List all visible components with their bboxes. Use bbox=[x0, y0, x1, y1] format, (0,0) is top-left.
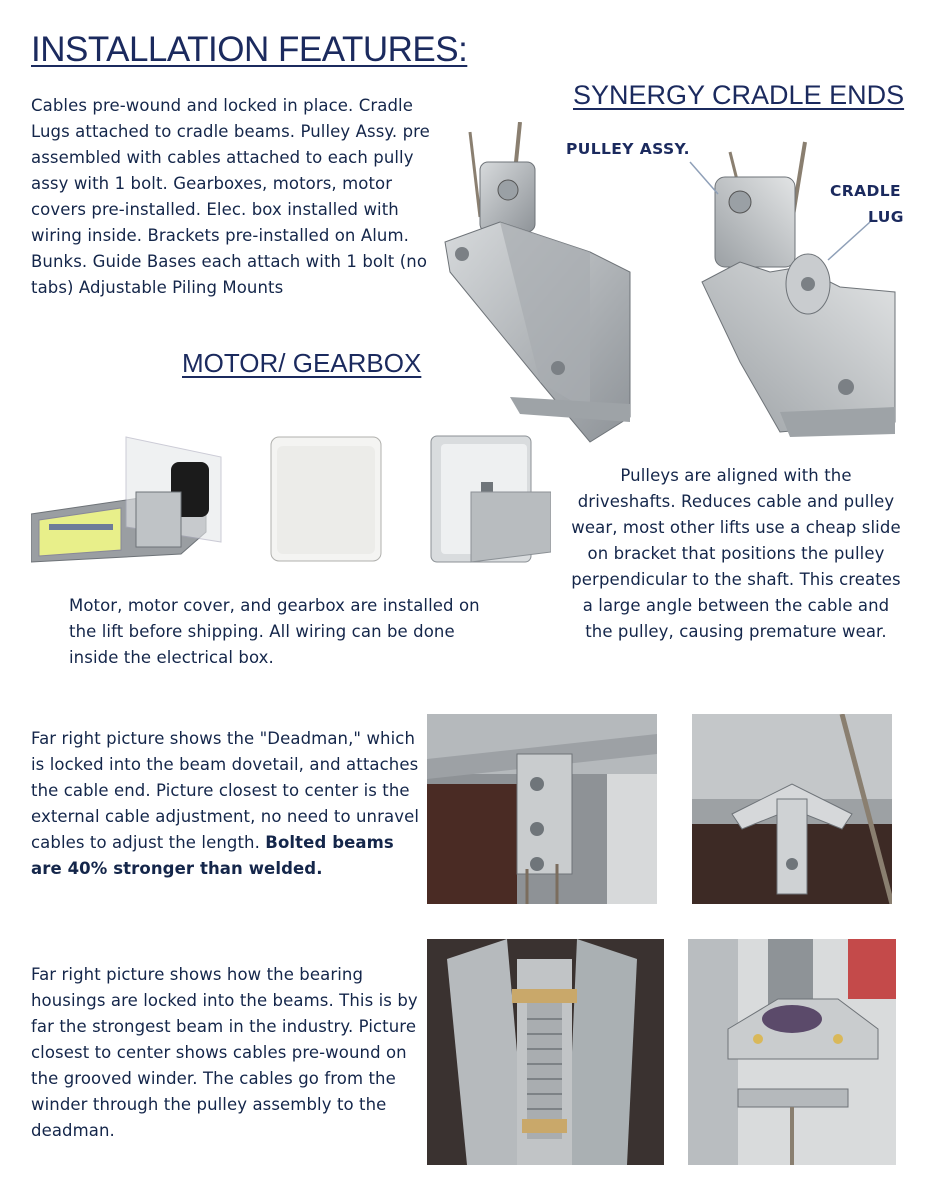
deadman-text: Far right picture shows the "Deadman," which is locked into the beam dovetail, and attaches the cable end. Picture closest to center is the external cable adjustment, no need to unravel cables to adjust the length. bbox=[31, 729, 420, 852]
deadman-illustration bbox=[692, 714, 892, 904]
cable-adjustment-photo bbox=[427, 714, 657, 904]
winder-illustration bbox=[427, 939, 664, 1165]
cradle-lug-label-line2: LUG bbox=[868, 208, 904, 226]
cable-adjustment-illustration bbox=[427, 714, 657, 904]
bearing-paragraph: Far right picture shows how the bearing housings are locked into the beams. This is by far the strongest beam in the industry. Picture closest to center shows cables pre-wound on the grooved winder. The cables go from the winder through the pulley assembly to the deadman. bbox=[31, 965, 418, 1140]
cradle-caption: Pulleys are aligned with the driveshafts. Reduces cable and pulley wear, most other lifts use a cheap slide on bracket that positions the pulley perpendicular to the shaft. This creates a large angle between the cable and the pulley, causing premature wear. bbox=[571, 466, 901, 641]
deadman-bold-text: Bolted beams are 40% stronger than welded. bbox=[31, 833, 394, 878]
motor-gearbox-photo bbox=[31, 432, 551, 568]
motor-caption: Motor, motor cover, and gearbox are installed on the lift before shipping. All wiring can be done inside the electrical box. bbox=[69, 596, 480, 667]
bearing-housing-photo bbox=[688, 939, 896, 1165]
cradle-ends-heading: SYNERGY CRADLE ENDS bbox=[573, 80, 905, 110]
deadman-photo bbox=[692, 714, 892, 904]
pulley-assy-label: PULLEY ASSY. bbox=[566, 140, 690, 158]
deadman-paragraph bbox=[31, 726, 426, 882]
bearing-housing-illustration bbox=[688, 939, 896, 1165]
motor-gearbox-illustration bbox=[31, 432, 551, 568]
intro-paragraph: Cables pre-wound and locked in place. Cradle Lugs attached to cradle beams. Pulley Assy. pre assembled with cables attached to each pully assy with 1 bolt. Gearboxes, motors, motor covers pre-installed. Elec. box installed with wiring inside. Brackets pre-installed on Alum. Bunks. Guide Bases each attach with 1 bolt (no tabs) Adjustable Piling Mounts bbox=[31, 96, 430, 297]
cradle-ends-illustration bbox=[440, 122, 900, 444]
winder-photo bbox=[427, 939, 664, 1165]
cradle-ends-photo bbox=[440, 122, 900, 444]
cradle-lug-label-line1: CRADLE bbox=[830, 182, 902, 200]
motor-gearbox-heading: MOTOR/ GEARBOX bbox=[182, 348, 422, 378]
page-title: INSTALLATION FEATURES: bbox=[31, 30, 468, 69]
